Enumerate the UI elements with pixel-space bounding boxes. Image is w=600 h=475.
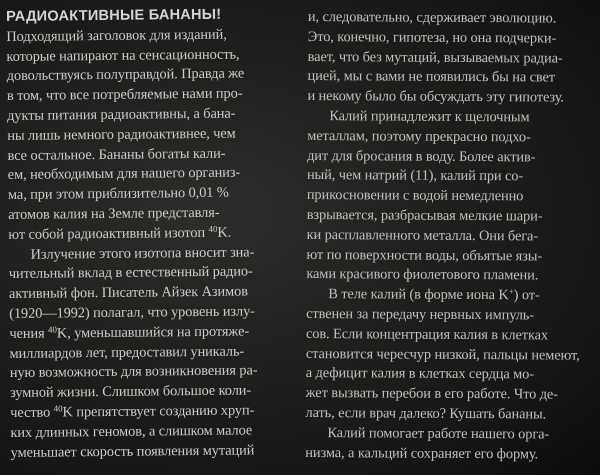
isotope-mass-number: 40 xyxy=(53,403,63,414)
text-line: ную возможность для возникновения ра- xyxy=(9,362,258,382)
text-line: активный фон. Писатель Айзек Азимов xyxy=(8,283,248,303)
text-fragment: ) от- xyxy=(513,287,540,304)
text-line: все остальное. Бананы богаты кали- xyxy=(7,145,226,164)
text-fragment: препятствует созданию хруп- xyxy=(72,402,255,421)
text-line: и, следовательно, сдерживает эволюцию. xyxy=(307,8,557,27)
text-line: а дефицит калия в клетках сердца мо- xyxy=(305,365,535,383)
text-line: вает, что без мутаций, вызываемых радиа- xyxy=(307,48,563,67)
text-fragment: . xyxy=(227,224,232,241)
text-fragment: , уменьшавшийся на протяже- xyxy=(67,323,250,342)
text-line: ма, при этом приблизительно 0,01 % xyxy=(7,184,229,204)
text-line: миллиардов лет, предоставил уникаль- xyxy=(9,343,245,362)
text-line: Калий принадлежит к щелочным xyxy=(329,108,530,126)
text-line: ких длинных геномов, а слишком малое xyxy=(10,422,253,441)
text-line: дит для бросания в воду. Более актив- xyxy=(307,147,536,165)
isotope-symbol: K xyxy=(62,404,73,421)
right-column xyxy=(305,8,594,465)
text-line: жет вызвать перебои в его работе. Что де- xyxy=(305,385,558,403)
text-line: низма, а кальций сохраняет его форму. xyxy=(305,444,539,462)
isotope-symbol: K xyxy=(56,325,68,342)
text-fragment: чество xyxy=(10,404,54,421)
text-line: Излучение этого изотопа вносит зна- xyxy=(30,243,255,263)
text-line: сов. Если концентрация калия в клетках xyxy=(305,325,549,344)
text-line: металлам, поэтому прекрасно подхо- xyxy=(307,127,531,146)
text-line: ственен за передачу нервных импуль- xyxy=(306,305,535,324)
text-line: в том, что все потребляемые нами про- xyxy=(6,85,243,105)
text-line-ion xyxy=(306,285,592,307)
ion-charge: + xyxy=(508,286,514,297)
text-line: прикосновении с водой немедленно xyxy=(306,187,524,205)
left-column xyxy=(6,5,303,463)
text-fragment: В теле калий (в форме иона K xyxy=(328,286,509,304)
text-line: лать, если врач далеко? Кушать бананы. xyxy=(305,404,547,423)
text-line: которые напирают на сенсационность, xyxy=(6,46,240,65)
text-fragment: ют собой радиоактивный изотоп xyxy=(8,224,209,243)
article-heading: РАДИОАКТИВНЫЕ БАНАНЫ! xyxy=(6,6,222,25)
text-line: становится чересчур низкой, пальцы немеют, xyxy=(305,345,580,364)
text-line: Подходящий заголовок для изданий, xyxy=(6,26,227,45)
text-line: дукты питания радиоактивны, а бана- xyxy=(7,105,236,124)
text-line: ный, чем натрий (11), калий при со- xyxy=(306,167,524,185)
text-line: ют по поверхности воды, объятые язы- xyxy=(306,246,543,264)
text-line: ем, необходимым для нашего организ- xyxy=(7,164,241,184)
text-line: Это, конечно, гипотеза, но она подчерки- xyxy=(307,28,557,47)
text-line: ками красивого фиолетового пламени. xyxy=(306,266,539,284)
text-line: цией, мы с вами не появились бы на свет xyxy=(307,68,556,86)
text-line: ны лишь немного радиоактивнее, чем xyxy=(7,125,236,144)
text-line: Калий помогает работе нашего орга- xyxy=(327,424,550,443)
isotope-mass-number: 40 xyxy=(208,223,218,234)
text-line: и некому было бы обсуждать эту гипотезу. xyxy=(307,88,564,106)
text-fragment: чения xyxy=(9,325,49,342)
text-line: чительный вклад в естественный радио- xyxy=(8,263,253,283)
text-line: довольствуясь полуправдой. Правда же xyxy=(6,65,245,85)
text-line: взрывается, разбрасывая мелкие шари- xyxy=(306,206,543,225)
isotope-symbol: K xyxy=(217,224,228,241)
isotope-mass-number: 40 xyxy=(47,324,57,335)
text-line: атомов калия на Земле представля- xyxy=(8,204,220,223)
text-line: уменьшает скорость появления мутаций xyxy=(10,441,255,461)
text-line: (1920—1992) полагал, что уровень излу- xyxy=(9,303,255,322)
text-line: зумной жизни. Слишком большое коли- xyxy=(9,382,252,402)
text-line: ки расплавленного металла. Они бега- xyxy=(306,226,539,245)
